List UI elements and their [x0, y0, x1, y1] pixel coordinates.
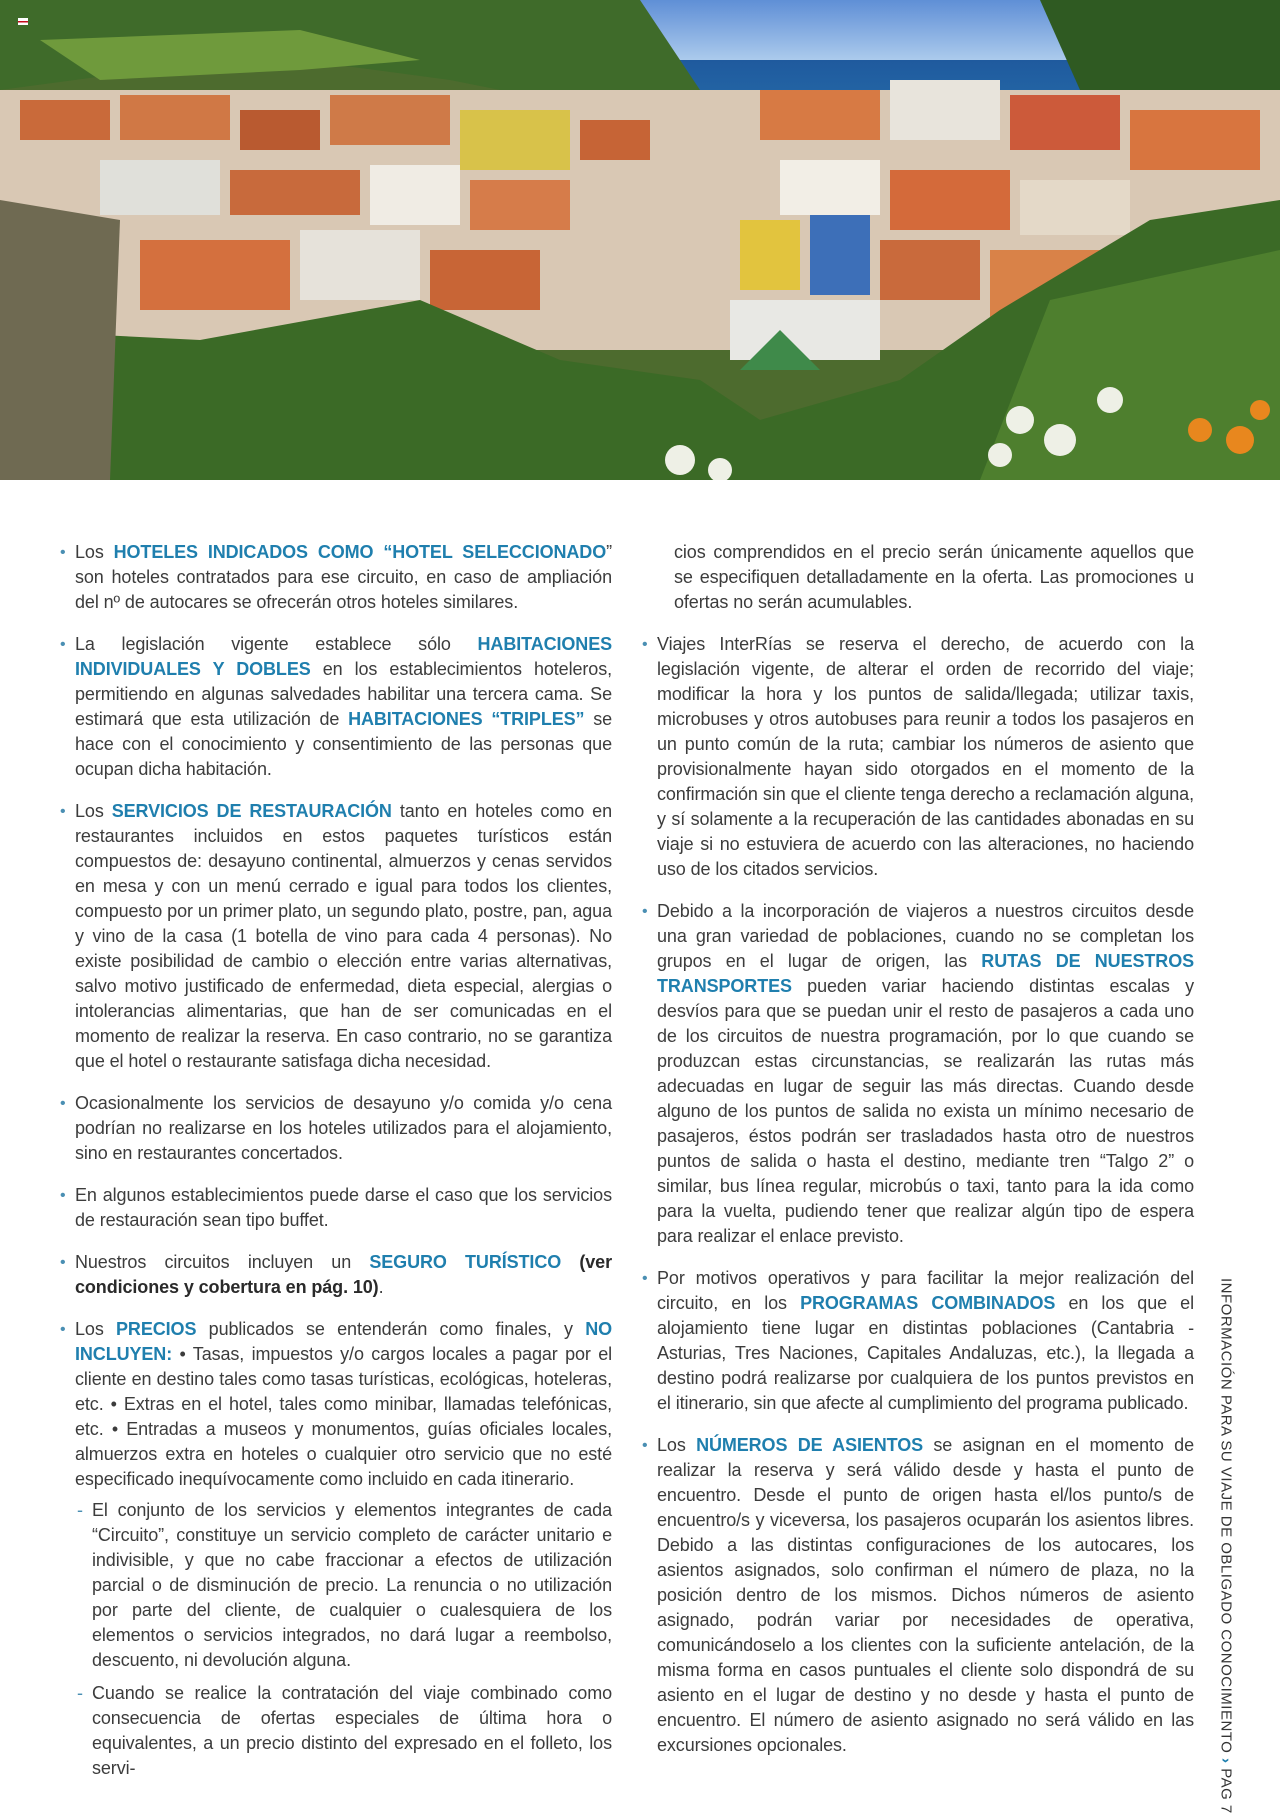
bullet-icon: •: [60, 1321, 66, 1338]
highlight-hotels: HOTELES INDICADOS COMO “HOTEL SELECCIONADO: [113, 542, 607, 562]
highlight-restauration: SERVICIOS DE RESTAURACIÓN: [111, 801, 392, 821]
side-label: [1213, 1278, 1239, 1814]
dash-icon: -: [77, 1683, 83, 1703]
paragraph-combined-programs: • Por motivos operativos y para facilitar la mejor realización del circuito, en los PROGRAMAS COMBINADOS en los que el alojamiento tiene lugar en distintas poblaciones (Cantabria - Asturias, Tres Naciones, Capitales Andaluzas, etc.), la llegada a destino podrá realizarse por cualquiera de los puntos previstos en el itinerario, sin que afecte al cumplimiento del programa publicado.: [642, 1268, 1194, 1413]
right-column: [642, 540, 1194, 1775]
highlight-transport-routes: RUTAS DE NUESTROS TRANSPORTES: [657, 951, 1194, 996]
subparagraph-special-offers: - Cuando se realice la contratación del viaje combinado como consecuencia de ofertas especiales de última hora o equivalentes, a un precio distinto del expresado en el folleto, los servi-: [77, 1683, 612, 1778]
highlight-insurance: SEGURO TURÍSTICO: [369, 1252, 562, 1272]
hero-photo-coastal-village: [0, 0, 1280, 480]
bullet-icon: •: [642, 636, 648, 653]
highlight-combined-programs: PROGRAMAS COMBINADOS: [800, 1293, 1056, 1313]
village-illustration: [0, 0, 1280, 480]
paragraph-route-changes: • Viajes InterRías se reserva el derecho, de acuerdo con la legislación vigente, de alterar el orden de recorrido del viaje; modificar la hora y los puntos de salida/llegada; utilizar taxis, microbuses y otros autobuses para reunir a todos los pasajeros en un punto común de la ruta; cambiar los números de asiento que provisionalmente hayan sido otorgados en el momento de la confirmación sin que el cliente tenga derecho a reclamación alguna, y sí solamente a la recuperación de las cantidades abonadas en su viaje si no estuviera de acuerdo con las alteraciones, no haciendo uso de los citados servicios.: [642, 634, 1194, 879]
subparagraph-indivisible-service: - El conjunto de los servicios y elementos integrantes de cada “Circuito”, constituye un servicio completo de carácter unitario e indivisible, y que no cabe fraccionar a efectos de utilización parcial o de disminución de precio. La renuncia o no utilización por parte del cliente, de cualquier o cualesquiera de los elementos o servicios integrados, no dará lugar a reembolso, descuento, ni devolución alguna.: [77, 1500, 612, 1670]
paragraph-breakfast: • Ocasionalmente los servicios de desayuno y/o comida y/o cena podrían no realizarse en los hoteles utilizados para el alojamiento, sino en restaurantes concertados.: [60, 1093, 612, 1163]
paragraph-offers-continuation: cios comprendidos en el precio serán únicamente aquellos que se especifiquen detalladamente en la oferta. Las promociones u ofertas no serán acumulables.: [674, 542, 1194, 612]
side-label-text: INFORMACIÓN PARA SU VIAJE DE OBLIGADO CONOCIMIENTO › PAG 7: [1217, 1278, 1235, 1814]
paragraph-seat-numbers: • Los NÚMEROS DE ASIENTOS se asignan en el momento de realizar la reserva y será válido desde y hasta el punto de encuentro. Desde el punto de origen hasta el/los punto/s de encuentro/s y viceversa, los pasajeros ocuparán los asientos libres. Debido a las distintas configuraciones de los autocares, los asientos asignados, solo confirman el número de plaza, no la posición dentro de los mismos. Dichos números de asiento asignado, podrán variar por necesidades de operativa, comunicándoselo a los clientes con la suficiente antelación, de la misma forma en casos puntuales el cliente solo dispondrá de su asiento en el lugar de destino y no desde y hasta el punto de encuentro. El número de asiento asignado no será válido en las excursiones opcionales.: [642, 1435, 1195, 1755]
bullet-icon: •: [642, 1270, 648, 1287]
bullet-icon: •: [642, 1437, 648, 1454]
highlight-individual-double: HABITACIONES INDIVIDUALES Y DOBLES: [75, 634, 612, 679]
highlight-triples: HABITACIONES “TRIPLES”: [348, 709, 585, 729]
dash-icon: -: [77, 1500, 83, 1520]
bullet-icon: •: [60, 1254, 66, 1271]
chevron-right-icon: ›: [1217, 1758, 1235, 1764]
bullet-icon: •: [60, 1187, 66, 1204]
insurance-reference: (ver condiciones y cobertura en pág. 10): [75, 1252, 612, 1297]
paragraph-prices: • Los PRECIOS publicados se entenderán como finales, y NO INCLUYEN: • Tasas, impuestos y/o cargos locales a pagar por el cliente en destino tales como tasas turísticas, ecológicas, hoteleras, etc. • Extras en el hotel, tales como minibar, llamadas telefónicas, etc. • Entradas a museos y monumentos, guías oficiales locales, almuerzos extra en hoteles o cualquier otro servicio que no esté especificado inequívocamente como incluido en cada itinerario.: [60, 1319, 612, 1489]
paragraph-insurance: • Nuestros circuitos incluyen un SEGURO TURÍSTICO (ver condiciones y cobertura en pág. 10).: [60, 1252, 612, 1297]
paragraph-buffet: • En algunos establecimientos puede darse el caso que los servicios de restauración sean tipo buffet.: [60, 1185, 612, 1230]
paragraph-transport-routes: • Debido a la incorporación de viajeros a nuestros circuitos desde una gran variedad de poblaciones, cuando no se completan los grupos en el lugar de origen, las RUTAS DE NUESTROS TRANSPORTES pueden variar haciendo distintas escalas y desvíos para que se puedan unir el resto de pasajeros a cada uno de los circuitos de nuestra programación, por lo que cuando se produzcan estas circunstancias, se realizarán las rutas más adecuadas en lugar de seguir las más directas. Cuando desde alguno de los puntos de salida no exista un mínimo necesario de pasajeros, éstos podrán ser trasladados hasta otro de nuestros puntos de salida o hasta el destino, mediante tren “Talgo 2” o similar, bus línea regular, microbús o taxi, tanto para la ida como para la vuelta, pudiendo tener que realizar algún tipo de espera para realizar el enlace previsto.: [642, 901, 1194, 1246]
spain-flag-icon: [18, 18, 28, 25]
paragraph-room-types: • La legislación vigente establece sólo HABITACIONES INDIVIDUALES Y DOBLES en los establecimientos hoteleros, permitiendo en algunas salvedades habilitar una tercera cama. Se estimará que esta utilización de HABITACIONES “TRIPLES” se hace con el conocimiento y consentimiento de las personas que ocupan dicha habitación.: [60, 634, 613, 779]
paragraph-restauration: • Los SERVICIOS DE RESTAURACIÓN tanto en hoteles como en restaurantes incluidos en estos paquetes turísticos están compuestos de: desayuno continental, almuerzos y cenas servidos en mesa y con un menú cerrado e igual para todos los clientes, compuesto por un primer plato, un segundo plato, postre, pan, agua y vino de la casa (1 botella de vino para cada 4 personas). No existe posibilidad de cambio o elección entre varias alternativas, salvo motivo justificado de enfermedad, dieta especial, alergias o intolerancias alimentarias, que han de ser comunicadas en el momento de realizar la reserva. En caso contrario, no se garantiza que el hotel o restaurante satisfaga dicha necesidad.: [60, 801, 612, 1071]
highlight-not-included: NO INCLUYEN:: [75, 1319, 612, 1364]
bullet-icon: •: [60, 803, 66, 820]
left-column: [60, 540, 612, 1789]
bullet-icon: •: [60, 636, 66, 653]
highlight-prices: PRECIOS: [116, 1319, 197, 1339]
highlight-seat-numbers: NÚMEROS DE ASIENTOS: [696, 1435, 924, 1455]
bullet-icon: •: [60, 544, 66, 561]
paragraph-hotels: • Los HOTELES INDICADOS COMO “HOTEL SELECCIONADO” son hoteles contratados para ese circuito, en caso de ampliación del nº de autocares se ofrecerán otros hoteles similares.: [60, 542, 612, 612]
bullet-icon: •: [60, 1095, 66, 1112]
bullet-icon: •: [642, 903, 648, 920]
page-number: PAG 7: [1217, 1768, 1235, 1814]
